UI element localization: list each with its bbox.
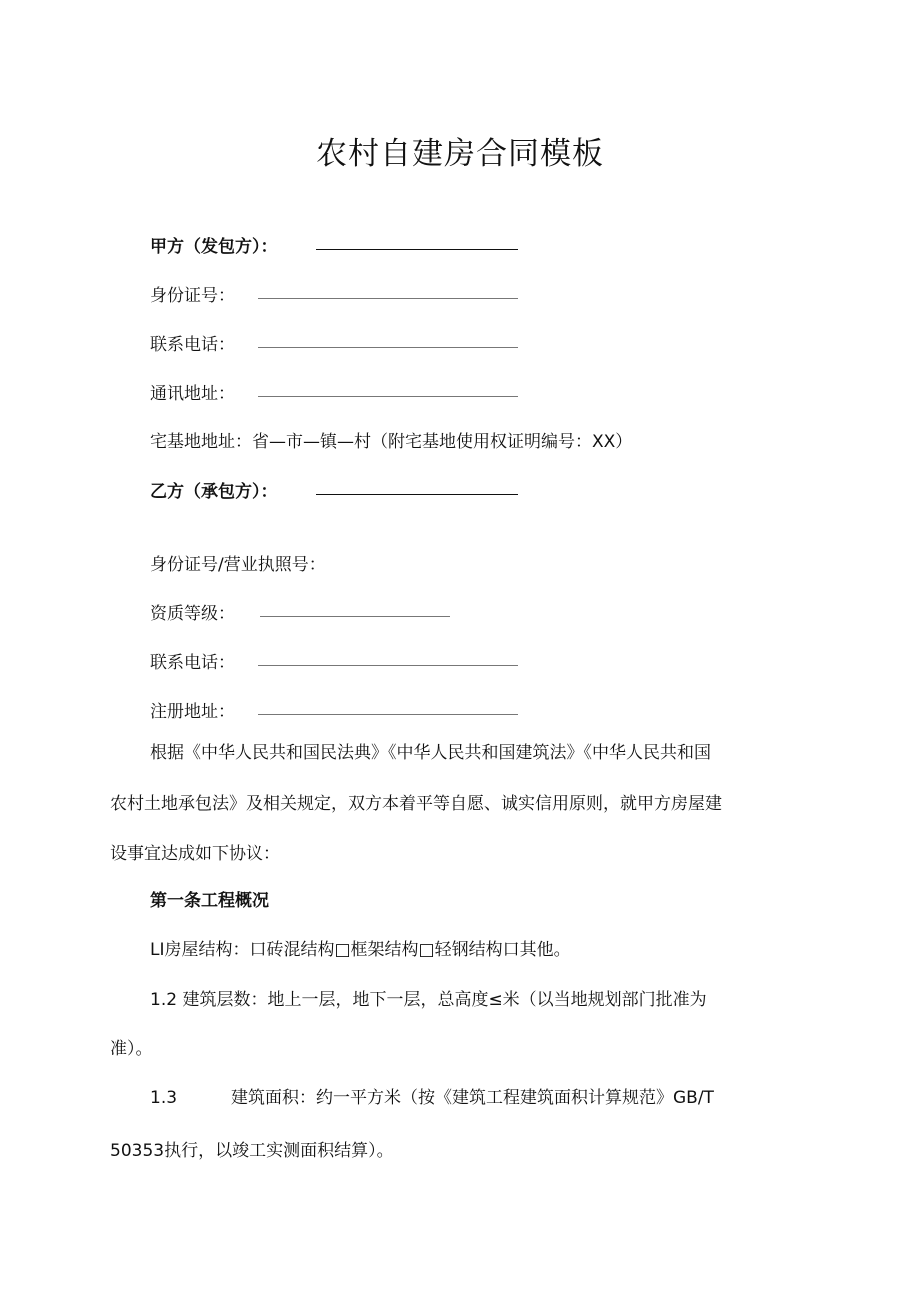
- party-a-phone-label: 联系电话：: [150, 335, 235, 355]
- preamble-line-2: 农村土地承包法》及相关规定，双方本着平等自愿、诚实信用原则，就甲方房屋建: [110, 794, 722, 814]
- party-b-id-label: 身份证号/营业执照号：: [150, 555, 326, 575]
- party-a-name-blank[interactable]: [316, 249, 518, 250]
- article-1-item-2-line-1: 1.2 建筑层数：地上一层，地下一层，总高度≤米（以当地规划部门批准为: [150, 990, 707, 1010]
- article-1-item-3-number: 1.3: [150, 1088, 178, 1108]
- party-b-phone-label: 联系电话：: [150, 653, 235, 673]
- article-1-item-3-line-1: 建筑面积：约一平方米（按《建筑工程建筑面积计算规范》GB/T: [231, 1088, 714, 1108]
- party-b-address-blank[interactable]: [258, 714, 518, 715]
- party-b-qualification-blank[interactable]: [260, 616, 450, 617]
- party-a-name-label: 甲方（发包方）：: [150, 237, 278, 257]
- party-a-id-label: 身份证号：: [150, 286, 235, 306]
- article-1-heading: 第一条工程概况: [150, 891, 269, 911]
- preamble-line-1: 根据《中华人民共和国民法典》《中华人民共和国建筑法》《中华人民共和国: [150, 743, 711, 763]
- party-b-name-blank[interactable]: [316, 494, 518, 495]
- party-a-address-blank[interactable]: [258, 396, 518, 397]
- page-title: 农村自建房合同模板: [316, 136, 604, 172]
- party-b-address-label: 注册地址：: [150, 702, 235, 722]
- party-b-phone-blank[interactable]: [258, 665, 518, 666]
- preamble-line-3: 设事宜达成如下协议：: [110, 844, 280, 864]
- article-1-item-3-line-2: 50353执行，以竣工实测面积结算）。: [110, 1141, 394, 1161]
- article-1-item-2-line-2: 准）。: [110, 1039, 153, 1059]
- homestead-address-line: 宅基地地址：省—市—镇—村（附宅基地使用权证明编号：XX）: [150, 432, 633, 452]
- party-a-phone-blank[interactable]: [258, 347, 518, 348]
- party-a-id-blank[interactable]: [258, 298, 518, 299]
- party-b-qualification-label: 资质等级：: [150, 604, 235, 624]
- party-b-name-label: 乙方（承包方）：: [150, 482, 278, 502]
- party-a-address-label: 通讯地址：: [150, 384, 235, 404]
- article-1-item-1: LI房屋结构：口砖混结构□框架结构□轻钢结构口其他。: [150, 940, 571, 960]
